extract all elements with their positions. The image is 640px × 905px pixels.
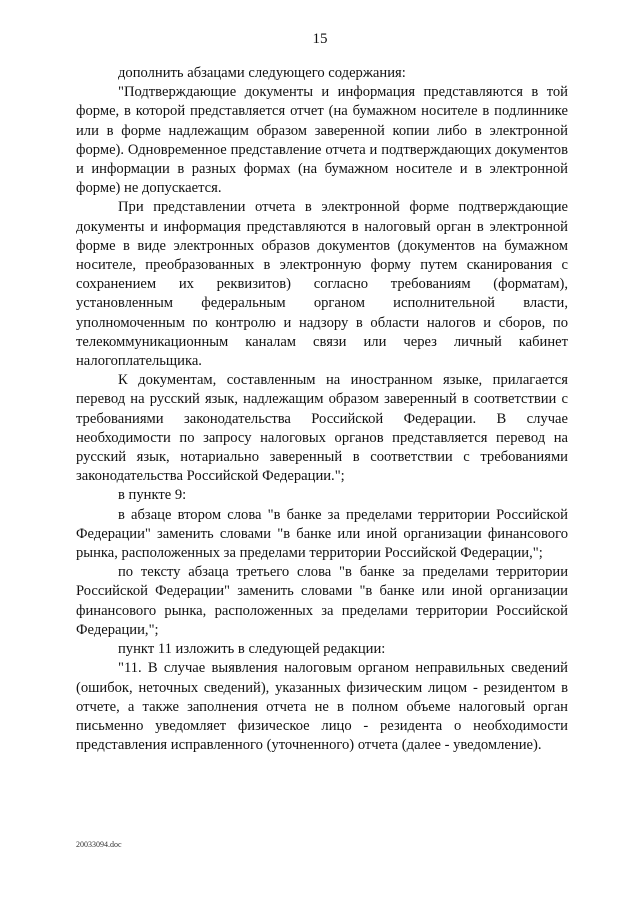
document-filename: 20033094.doc (76, 840, 122, 849)
paragraph-third-abzac: по тексту абзаца третьего слова "в банке за пределами территории Российской Федерации" заменить словами "в банке или иной организации финансового рынка, расположенных за пределами территории Российской Федерации,"; (76, 564, 568, 638)
paragraph-item-11: "11. В случае выявления налоговым органом неправильных сведений (ошибок, неточных сведений), указанных физическим лицом - резидентом в отчете, а также заполнения отчета не в полном объеме налоговый орган письменно уведомляет физическое лицо - резидента о необходимости представления исправленного (уточненного) отчета (далее - уведомление). (76, 660, 568, 754)
paragraph-item-11-intro: пункт 11 изложить в следующей редакции: (118, 641, 386, 658)
paragraph-supporting-documents: "Подтверждающие документы и информация представляются в той форме, в которой представляется отчет (на бумажном носителе в подлиннике или в форме надлежащим образом заверенной копии либо в электронной форме). Одновременное представление отчета и подтверждающих документов и информации в разных формах (на бумажном носителе и в электронной форме) не допускается. (76, 84, 568, 197)
page-number: 15 (312, 31, 328, 47)
paragraph-intro: дополнить абзацами следующего содержания: (118, 65, 406, 81)
paragraph-second-abzac: в абзаце втором слова "в банке за пределами территории Российской Федерации" заменить словами "в банке или иной организации финансового рынка, расположенных за пределами территории Российской Федерации,"; (76, 506, 568, 562)
paragraph-foreign-language: К документам, составленным на иностранном языке, прилагается перевод на русский язык, надлежащим образом заверенный в соответствии с требованиями законодательства Российской Федерации. В случае необходимости по запросу налоговых органов представляется перевод на русский язык, нотариально заверенный в соответствии с требованиями законодательства Российской Федерации."; (76, 372, 568, 485)
paragraph-electronic-form: При представлении отчета в электронной форме подтверждающие документы и информация представляются в налоговый орган в электронной форме в виде электронных образов документов (документов на бумажном носителе, преобразованных в электронную форму путем сканирования с сохранением их реквизитов) согласно требованиям (форматам), установленным федеральным органом исполнительной власти, уполномоченным по контролю и надзору в области налогов и сборов, по телекоммуникационным каналам связи или через личный кабинет налогоплательщика. (76, 199, 568, 370)
document-body (76, 64, 568, 755)
paragraph-item-9: в пункте 9: (118, 487, 187, 504)
